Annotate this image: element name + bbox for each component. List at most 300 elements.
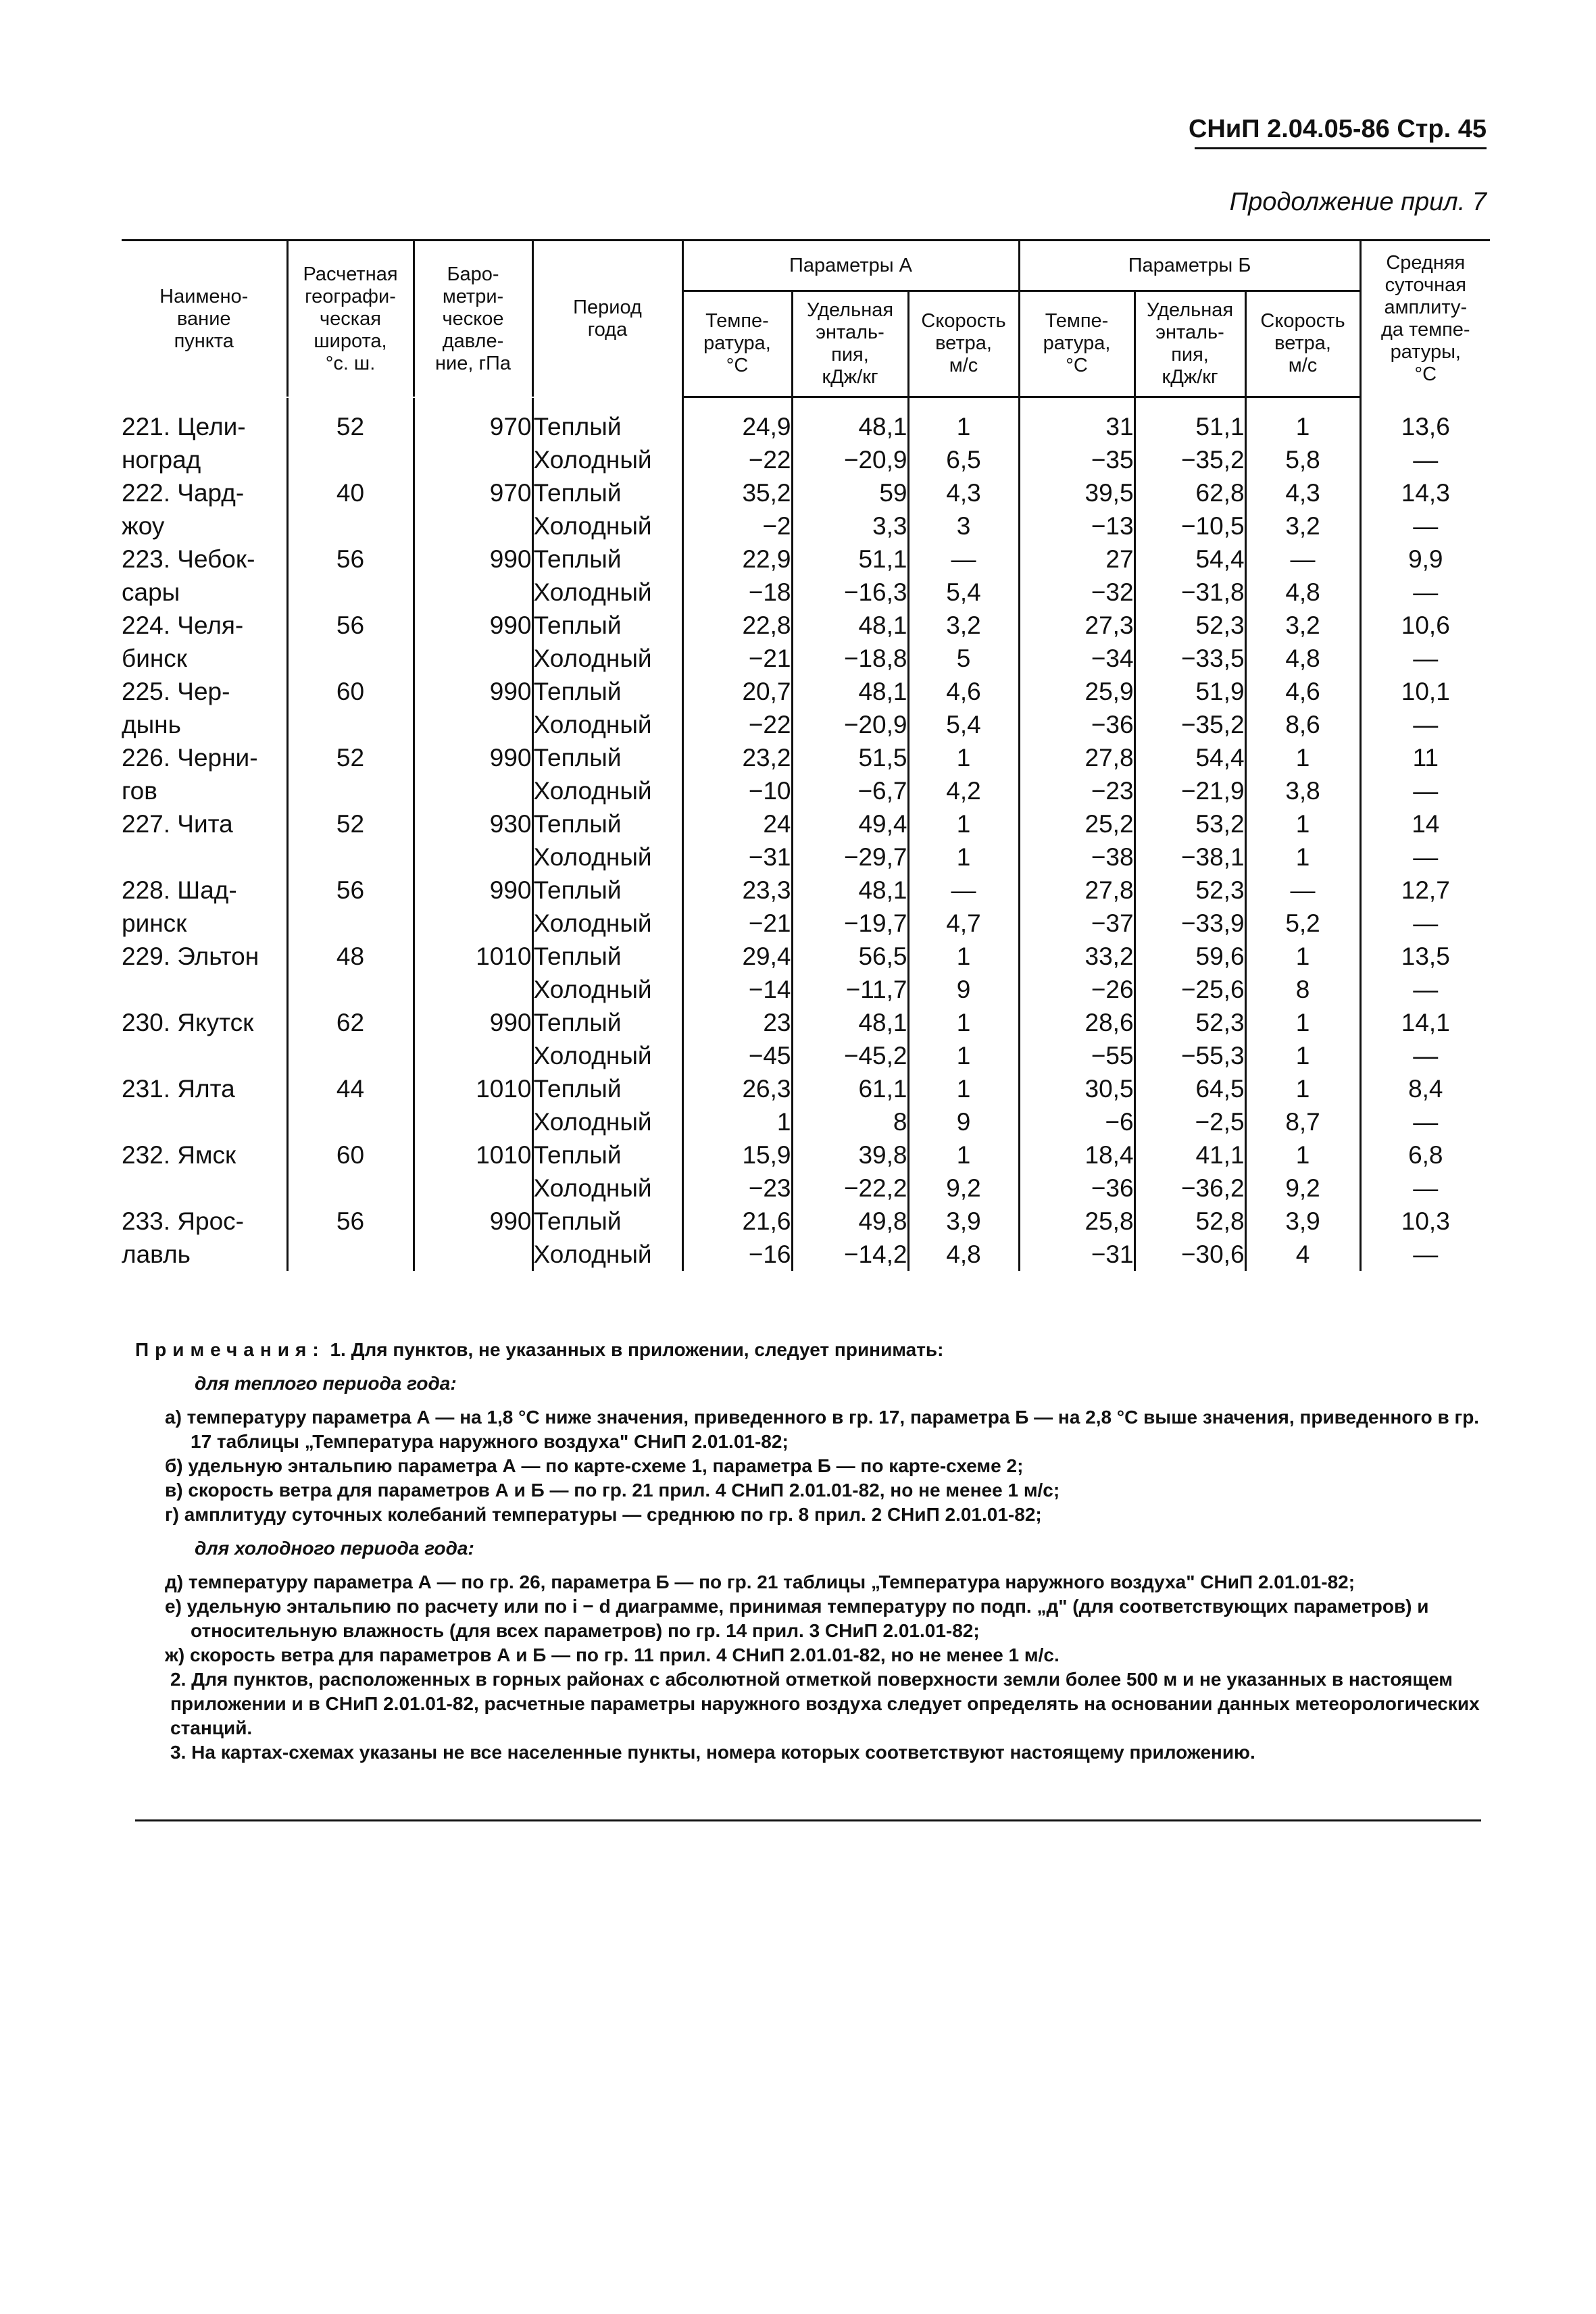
cell-enthalpy-b: 54,4 bbox=[1134, 543, 1245, 576]
cell-wind-a: 3,2 bbox=[908, 609, 1019, 642]
cell-period: Теплый bbox=[532, 1006, 682, 1039]
cell-amplitude: — bbox=[1413, 842, 1439, 871]
cell-temp-a: 22,8 bbox=[682, 609, 792, 642]
cell-wind-a: 5 bbox=[908, 642, 1019, 675]
cell-latitude: 40 bbox=[287, 476, 414, 509]
cell-name: 231. Ялта bbox=[122, 1072, 287, 1105]
cell-amplitude: — bbox=[1413, 445, 1439, 474]
cell-enthalpy-a: −11,7 bbox=[792, 973, 908, 1006]
cell-amplitude: — bbox=[1413, 776, 1439, 805]
table-row bbox=[122, 476, 1490, 509]
cell-enthalpy-b: 59,6 bbox=[1134, 940, 1245, 973]
cell-enthalpy-a: 48,1 bbox=[792, 874, 908, 907]
cell-latitude bbox=[287, 774, 414, 807]
cell-pressure: 990 bbox=[414, 1205, 532, 1238]
notes-title: Примечания: bbox=[135, 1339, 325, 1360]
cell-wind-a: 1 bbox=[908, 1039, 1019, 1072]
header-params-a: Параметры А bbox=[682, 241, 1019, 291]
cell-temp-b: −26 bbox=[1019, 973, 1134, 1006]
cell-name: лавль bbox=[122, 1238, 287, 1271]
cell-period: Холодный bbox=[532, 443, 682, 476]
cell-period: Теплый bbox=[532, 398, 682, 443]
table-row bbox=[122, 1205, 1490, 1238]
cell-pressure: 970 bbox=[414, 476, 532, 509]
cell-period: Холодный bbox=[532, 642, 682, 675]
cell-name: ноград bbox=[122, 443, 287, 476]
table-row bbox=[122, 807, 1490, 840]
cell-wind-a: 1 bbox=[908, 807, 1019, 840]
cell-temp-b: 25,8 bbox=[1019, 1205, 1134, 1238]
cell-temp-b: −23 bbox=[1019, 774, 1134, 807]
cell-amplitude: 12,7 bbox=[1401, 876, 1450, 904]
table-row bbox=[122, 907, 1490, 940]
cell-pressure bbox=[414, 1238, 532, 1271]
cell-temp-b: 30,5 bbox=[1019, 1072, 1134, 1105]
cell-name: ринск bbox=[122, 907, 287, 940]
cell-wind-a: 4,8 bbox=[908, 1238, 1019, 1271]
cell-temp-a: 29,4 bbox=[682, 940, 792, 973]
cell-temp-b: 31 bbox=[1019, 398, 1134, 443]
cell-enthalpy-b: −2,5 bbox=[1134, 1105, 1245, 1138]
cell-enthalpy-a: −6,7 bbox=[792, 774, 908, 807]
table-row bbox=[122, 1238, 1490, 1271]
cell-period: Холодный bbox=[532, 1172, 682, 1205]
cell-pressure: 1010 bbox=[414, 940, 532, 973]
table-row bbox=[122, 1072, 1490, 1105]
table-row bbox=[122, 1138, 1490, 1172]
cell-temp-a: −22 bbox=[682, 443, 792, 476]
cell-latitude bbox=[287, 840, 414, 874]
cell-amplitude: 13,5 bbox=[1401, 942, 1450, 970]
cell-wind-b: — bbox=[1245, 874, 1360, 907]
cell-name: 233. Ярос- bbox=[122, 1205, 287, 1238]
cell-amplitude: — bbox=[1413, 909, 1439, 937]
cell-amplitude: — bbox=[1413, 644, 1439, 672]
cell-temp-b: −37 bbox=[1019, 907, 1134, 940]
header-wind-b: Скорость ветра, м/с bbox=[1245, 291, 1360, 397]
table-row bbox=[122, 609, 1490, 642]
table-row bbox=[122, 874, 1490, 907]
cell-wind-a: 4,6 bbox=[908, 675, 1019, 708]
cell-pressure: 970 bbox=[414, 398, 532, 443]
cell-enthalpy-b: 52,8 bbox=[1134, 1205, 1245, 1238]
cell-enthalpy-b: 52,3 bbox=[1134, 1006, 1245, 1039]
header-enthalpy-b: Удельная энталь- пия, кДж/кг bbox=[1134, 291, 1245, 397]
cell-wind-b: 4,8 bbox=[1245, 576, 1360, 609]
note-d: д) температуру параметра А — по гр. 26, параметра Б — по гр. 21 таблицы „Температура наружного воздуха" СНиП 2.01.01-82; bbox=[165, 1571, 1355, 1592]
cell-period: Холодный bbox=[532, 1039, 682, 1072]
cell-enthalpy-a: 48,1 bbox=[792, 1006, 908, 1039]
note-g: г) амплитуду суточных колебаний температуры — среднюю по гр. 8 прил. 2 СНиП 2.01.01-82; bbox=[165, 1504, 1042, 1525]
cell-period: Холодный bbox=[532, 907, 682, 940]
cell-period: Холодный bbox=[532, 708, 682, 741]
cell-temp-b: −32 bbox=[1019, 576, 1134, 609]
cell-enthalpy-b: −25,6 bbox=[1134, 973, 1245, 1006]
cell-wind-b: 1 bbox=[1245, 741, 1360, 774]
document-reference: СНиП 2.04.05-86 Стр. 45 bbox=[1188, 115, 1487, 143]
cell-amplitude: 8,4 bbox=[1408, 1074, 1443, 1103]
cell-wind-a: 1 bbox=[908, 741, 1019, 774]
cell-pressure: 930 bbox=[414, 807, 532, 840]
cell-period: Холодный bbox=[532, 1105, 682, 1138]
table-row bbox=[122, 940, 1490, 973]
cell-enthalpy-b: 52,3 bbox=[1134, 609, 1245, 642]
cell-pressure: 1010 bbox=[414, 1072, 532, 1105]
cell-pressure: 990 bbox=[414, 675, 532, 708]
cell-enthalpy-a: −29,7 bbox=[792, 840, 908, 874]
cell-name: 223. Чебок- bbox=[122, 543, 287, 576]
cell-wind-b: 3,8 bbox=[1245, 774, 1360, 807]
cell-period: Холодный bbox=[532, 840, 682, 874]
cell-wind-b: 5,2 bbox=[1245, 907, 1360, 940]
cell-enthalpy-b: −10,5 bbox=[1134, 509, 1245, 543]
table-row bbox=[122, 443, 1490, 476]
cell-wind-b: 1 bbox=[1245, 398, 1360, 443]
notes-section bbox=[135, 1338, 1493, 1765]
cell-period: Холодный bbox=[532, 973, 682, 1006]
cell-temp-a: 15,9 bbox=[682, 1138, 792, 1172]
cell-temp-a: −45 bbox=[682, 1039, 792, 1072]
cell-temp-a: 23,3 bbox=[682, 874, 792, 907]
header-latitude: Расчетная географи- ческая широта, °с. ш. bbox=[287, 241, 414, 397]
cell-wind-a: — bbox=[908, 874, 1019, 907]
cell-period: Теплый bbox=[532, 609, 682, 642]
cell-period: Теплый bbox=[532, 1205, 682, 1238]
cell-wind-b: 1 bbox=[1245, 1006, 1360, 1039]
cell-temp-b: 25,9 bbox=[1019, 675, 1134, 708]
cell-enthalpy-b: −30,6 bbox=[1134, 1238, 1245, 1271]
cell-wind-b: 4,3 bbox=[1245, 476, 1360, 509]
cell-enthalpy-b: −36,2 bbox=[1134, 1172, 1245, 1205]
cell-enthalpy-a: −20,9 bbox=[792, 443, 908, 476]
table-row bbox=[122, 774, 1490, 807]
cell-enthalpy-a: −14,2 bbox=[792, 1238, 908, 1271]
cell-temp-a: 35,2 bbox=[682, 476, 792, 509]
cell-pressure bbox=[414, 1105, 532, 1138]
cold-period-heading: для холодного периода года: bbox=[195, 1538, 474, 1559]
cell-amplitude: 14,1 bbox=[1401, 1008, 1450, 1036]
cell-pressure bbox=[414, 907, 532, 940]
cell-name: 227. Чита bbox=[122, 807, 287, 840]
cell-temp-b: 27,8 bbox=[1019, 874, 1134, 907]
cell-enthalpy-a: −18,8 bbox=[792, 642, 908, 675]
cell-enthalpy-a: 3,3 bbox=[792, 509, 908, 543]
note-b: б) удельную энтальпию параметра А — по карте-схеме 1, параметра Б — по карте-схеме 2; bbox=[165, 1455, 1024, 1476]
header-pressure: Баро- метри- ческое давле- ние, гПа bbox=[414, 241, 532, 397]
cell-temp-a: 21,6 bbox=[682, 1205, 792, 1238]
cell-wind-a: 4,7 bbox=[908, 907, 1019, 940]
table-row bbox=[122, 840, 1490, 874]
cell-latitude: 52 bbox=[287, 807, 414, 840]
cell-pressure: 990 bbox=[414, 1006, 532, 1039]
cell-enthalpy-b: −35,2 bbox=[1134, 708, 1245, 741]
cell-wind-a: 9 bbox=[908, 973, 1019, 1006]
cell-temp-b: −55 bbox=[1019, 1039, 1134, 1072]
table-row bbox=[122, 1105, 1490, 1138]
cell-temp-b: 39,5 bbox=[1019, 476, 1134, 509]
header-wind-a: Скорость ветра, м/с bbox=[908, 291, 1019, 397]
table-row bbox=[122, 1039, 1490, 1072]
table-row bbox=[122, 741, 1490, 774]
cell-amplitude: 11 bbox=[1412, 743, 1439, 772]
note-v: в) скорость ветра для параметров А и Б — по гр. 21 прил. 4 СНиП 2.01.01-82, но не менее 1 м/с; bbox=[165, 1480, 1060, 1501]
table-row bbox=[122, 675, 1490, 708]
cell-amplitude: — bbox=[1413, 975, 1439, 1003]
cell-amplitude: 10,6 bbox=[1401, 611, 1450, 639]
cell-temp-b: 27 bbox=[1019, 543, 1134, 576]
cell-enthalpy-a: −16,3 bbox=[792, 576, 908, 609]
cell-temp-a: 20,7 bbox=[682, 675, 792, 708]
cell-temp-b: −34 bbox=[1019, 642, 1134, 675]
cell-enthalpy-b: 53,2 bbox=[1134, 807, 1245, 840]
cell-enthalpy-b: 51,1 bbox=[1134, 398, 1245, 443]
cell-amplitude: — bbox=[1413, 511, 1439, 540]
cell-amplitude: 10,3 bbox=[1401, 1207, 1450, 1235]
cell-amplitude: 10,1 bbox=[1401, 677, 1450, 705]
cell-enthalpy-b: −33,5 bbox=[1134, 642, 1245, 675]
cell-wind-a: 4,3 bbox=[908, 476, 1019, 509]
cell-wind-b: 1 bbox=[1245, 840, 1360, 874]
cell-wind-a: 1 bbox=[908, 1138, 1019, 1172]
cell-temp-a: 24,9 bbox=[682, 398, 792, 443]
cell-temp-a: −2 bbox=[682, 509, 792, 543]
cell-name: гов bbox=[122, 774, 287, 807]
cell-wind-a: 5,4 bbox=[908, 576, 1019, 609]
cell-latitude bbox=[287, 1039, 414, 1072]
cell-enthalpy-a: 51,5 bbox=[792, 741, 908, 774]
cell-temp-a: 24 bbox=[682, 807, 792, 840]
cell-enthalpy-a: 51,1 bbox=[792, 543, 908, 576]
note-2: 2. Для пунктов, расположенных в горных районах с абсолютной отметкой поверхности земли более 500 м и не указанных в настоящем приложении и в СНиП 2.01.01-82, расчетные параметры наружного воздуха следует определять на основании данных метеорологических станций. bbox=[170, 1669, 1480, 1738]
cell-amplitude: 6,8 bbox=[1408, 1140, 1443, 1169]
cell-name: 228. Шад- bbox=[122, 874, 287, 907]
cell-wind-b: 1 bbox=[1245, 1039, 1360, 1072]
cell-pressure bbox=[414, 973, 532, 1006]
cell-latitude bbox=[287, 907, 414, 940]
cell-amplitude: 9,9 bbox=[1408, 545, 1443, 573]
note-zh: ж) скорость ветра для параметров А и Б — по гр. 11 прил. 4 СНиП 2.01.01-82, но не менее 1 м/с. bbox=[165, 1644, 1059, 1665]
cell-latitude: 52 bbox=[287, 741, 414, 774]
header-name: Наимено- вание пункта bbox=[122, 241, 287, 397]
cell-temp-a: −18 bbox=[682, 576, 792, 609]
cell-wind-b: 3,2 bbox=[1245, 509, 1360, 543]
cell-temp-a: −21 bbox=[682, 907, 792, 940]
cell-enthalpy-b: 62,8 bbox=[1134, 476, 1245, 509]
cell-enthalpy-a: 61,1 bbox=[792, 1072, 908, 1105]
cell-period: Холодный bbox=[532, 509, 682, 543]
cell-amplitude: — bbox=[1413, 710, 1439, 738]
cell-amplitude: — bbox=[1413, 1240, 1439, 1268]
cell-enthalpy-a: 49,4 bbox=[792, 807, 908, 840]
cell-pressure bbox=[414, 443, 532, 476]
cell-wind-a: 4,2 bbox=[908, 774, 1019, 807]
cell-pressure: 990 bbox=[414, 609, 532, 642]
cell-wind-a: 1 bbox=[908, 1006, 1019, 1039]
cell-pressure: 990 bbox=[414, 543, 532, 576]
cell-temp-b: 18,4 bbox=[1019, 1138, 1134, 1172]
cell-pressure bbox=[414, 642, 532, 675]
table-row bbox=[122, 642, 1490, 675]
cell-period: Теплый bbox=[532, 741, 682, 774]
table-body bbox=[122, 398, 1490, 1271]
cell-enthalpy-b: 51,9 bbox=[1134, 675, 1245, 708]
cell-temp-a: 26,3 bbox=[682, 1072, 792, 1105]
cell-period: Теплый bbox=[532, 940, 682, 973]
cell-latitude bbox=[287, 973, 414, 1006]
cell-enthalpy-a: −20,9 bbox=[792, 708, 908, 741]
cell-pressure bbox=[414, 774, 532, 807]
cell-enthalpy-a: 49,8 bbox=[792, 1205, 908, 1238]
cell-wind-b: 4 bbox=[1245, 1238, 1360, 1271]
cell-wind-a: 5,4 bbox=[908, 708, 1019, 741]
cell-pressure: 990 bbox=[414, 874, 532, 907]
cell-wind-b: 9,2 bbox=[1245, 1172, 1360, 1205]
warm-period-heading: для теплого периода года: bbox=[195, 1373, 457, 1394]
cell-period: Холодный bbox=[532, 774, 682, 807]
cell-pressure bbox=[414, 576, 532, 609]
cell-pressure: 1010 bbox=[414, 1138, 532, 1172]
cell-latitude: 52 bbox=[287, 398, 414, 443]
cell-latitude bbox=[287, 1238, 414, 1271]
cell-enthalpy-b: −31,8 bbox=[1134, 576, 1245, 609]
cell-period: Холодный bbox=[532, 1238, 682, 1271]
cell-pressure bbox=[414, 840, 532, 874]
cell-temp-b: 33,2 bbox=[1019, 940, 1134, 973]
cell-name: 229. Эльтон bbox=[122, 940, 287, 973]
cell-period: Холодный bbox=[532, 576, 682, 609]
cell-amplitude: — bbox=[1413, 1107, 1439, 1136]
cell-wind-a: 6,5 bbox=[908, 443, 1019, 476]
cell-temp-b: −6 bbox=[1019, 1105, 1134, 1138]
table-row bbox=[122, 576, 1490, 609]
cell-wind-a: 1 bbox=[908, 398, 1019, 443]
cell-wind-a: 1 bbox=[908, 840, 1019, 874]
cell-enthalpy-a: 59 bbox=[792, 476, 908, 509]
cell-enthalpy-b: 64,5 bbox=[1134, 1072, 1245, 1105]
cell-wind-a: 9,2 bbox=[908, 1172, 1019, 1205]
cell-enthalpy-b: −55,3 bbox=[1134, 1039, 1245, 1072]
cell-temp-b: 25,2 bbox=[1019, 807, 1134, 840]
cell-wind-b: 4,8 bbox=[1245, 642, 1360, 675]
cell-wind-a: 3 bbox=[908, 509, 1019, 543]
cell-temp-a: 23 bbox=[682, 1006, 792, 1039]
cell-temp-a: −22 bbox=[682, 708, 792, 741]
cell-latitude bbox=[287, 509, 414, 543]
cell-latitude: 62 bbox=[287, 1006, 414, 1039]
cell-enthalpy-a: −22,2 bbox=[792, 1172, 908, 1205]
cell-enthalpy-b: 52,3 bbox=[1134, 874, 1245, 907]
cell-pressure bbox=[414, 1172, 532, 1205]
cell-latitude bbox=[287, 1105, 414, 1138]
cell-enthalpy-b: −35,2 bbox=[1134, 443, 1245, 476]
cell-temp-a: −14 bbox=[682, 973, 792, 1006]
cell-latitude: 48 bbox=[287, 940, 414, 973]
cell-name: 222. Чард- bbox=[122, 476, 287, 509]
cell-latitude bbox=[287, 1172, 414, 1205]
cell-enthalpy-a: 39,8 bbox=[792, 1138, 908, 1172]
header-period: Период года bbox=[532, 241, 682, 397]
bottom-rule bbox=[135, 1819, 1481, 1821]
cell-amplitude: 13,6 bbox=[1401, 412, 1450, 441]
cell-pressure bbox=[414, 1039, 532, 1072]
cell-enthalpy-a: 48,1 bbox=[792, 675, 908, 708]
cell-wind-b: 5,8 bbox=[1245, 443, 1360, 476]
cell-period: Теплый bbox=[532, 543, 682, 576]
cell-amplitude: 14,3 bbox=[1401, 478, 1450, 507]
cell-temp-a: 22,9 bbox=[682, 543, 792, 576]
header-amplitude: Средняя суточная амплиту- да темпе- ратуры, °С bbox=[1380, 252, 1470, 385]
cell-enthalpy-b: −33,9 bbox=[1134, 907, 1245, 940]
cell-wind-b: 8,6 bbox=[1245, 708, 1360, 741]
cell-enthalpy-b: 41,1 bbox=[1134, 1138, 1245, 1172]
note-a: а) температуру параметра А — на 1,8 °С ниже значения, приведенного в гр. 17, параметра Б — на 2,8 °С выше значения, приведенного в гр. 17 таблицы „Температура наружного воздуха" СНиП 2.01.01-82; bbox=[165, 1407, 1480, 1452]
cell-pressure bbox=[414, 708, 532, 741]
cell-name bbox=[122, 1172, 287, 1205]
cell-enthalpy-a: 56,5 bbox=[792, 940, 908, 973]
cell-period: Теплый bbox=[532, 476, 682, 509]
cell-period: Теплый bbox=[532, 675, 682, 708]
cell-latitude: 56 bbox=[287, 874, 414, 907]
cell-latitude: 56 bbox=[287, 609, 414, 642]
cell-name: дынь bbox=[122, 708, 287, 741]
cell-enthalpy-b: −21,9 bbox=[1134, 774, 1245, 807]
cell-wind-a: 3,9 bbox=[908, 1205, 1019, 1238]
cell-temp-b: 28,6 bbox=[1019, 1006, 1134, 1039]
header-rule bbox=[1195, 147, 1487, 149]
cell-amplitude: — bbox=[1413, 1174, 1439, 1202]
cell-enthalpy-a: 8 bbox=[792, 1105, 908, 1138]
cell-wind-a: 1 bbox=[908, 940, 1019, 973]
cell-latitude: 60 bbox=[287, 1138, 414, 1172]
cell-wind-b: 1 bbox=[1245, 940, 1360, 973]
cell-wind-b: — bbox=[1245, 543, 1360, 576]
cell-name: жоу bbox=[122, 509, 287, 543]
cell-wind-a: 1 bbox=[908, 1072, 1019, 1105]
cell-temp-a: −23 bbox=[682, 1172, 792, 1205]
cell-wind-b: 1 bbox=[1245, 807, 1360, 840]
cell-temp-b: −35 bbox=[1019, 443, 1134, 476]
cell-temp-a: 23,2 bbox=[682, 741, 792, 774]
cell-temp-b: 27,3 bbox=[1019, 609, 1134, 642]
cell-temp-b: −31 bbox=[1019, 1238, 1134, 1271]
cell-temp-b: −38 bbox=[1019, 840, 1134, 874]
cell-latitude: 56 bbox=[287, 543, 414, 576]
cell-wind-b: 8 bbox=[1245, 973, 1360, 1006]
cell-latitude bbox=[287, 576, 414, 609]
cell-name: 221. Цели- bbox=[122, 398, 287, 443]
cell-latitude: 44 bbox=[287, 1072, 414, 1105]
cell-name: 230. Якутск bbox=[122, 1006, 287, 1039]
table-row bbox=[122, 1006, 1490, 1039]
cell-temp-a: −31 bbox=[682, 840, 792, 874]
cell-enthalpy-a: 48,1 bbox=[792, 609, 908, 642]
cell-temp-a: 1 bbox=[682, 1105, 792, 1138]
cell-temp-b: 27,8 bbox=[1019, 741, 1134, 774]
cell-name bbox=[122, 1105, 287, 1138]
cell-name: 224. Челя- bbox=[122, 609, 287, 642]
cell-enthalpy-a: −45,2 bbox=[792, 1039, 908, 1072]
note-3: 3. На картах-схемах указаны не все населенные пункты, номера которых соответствуют настоящему приложению. bbox=[170, 1742, 1255, 1763]
cell-amplitude: — bbox=[1413, 1041, 1439, 1070]
cell-temp-a: −21 bbox=[682, 642, 792, 675]
cell-wind-b: 4,6 bbox=[1245, 675, 1360, 708]
table-row bbox=[122, 543, 1490, 576]
cell-wind-b: 3,9 bbox=[1245, 1205, 1360, 1238]
cell-latitude: 56 bbox=[287, 1205, 414, 1238]
cell-enthalpy-a: 48,1 bbox=[792, 398, 908, 443]
cell-temp-b: −13 bbox=[1019, 509, 1134, 543]
table-row bbox=[122, 973, 1490, 1006]
